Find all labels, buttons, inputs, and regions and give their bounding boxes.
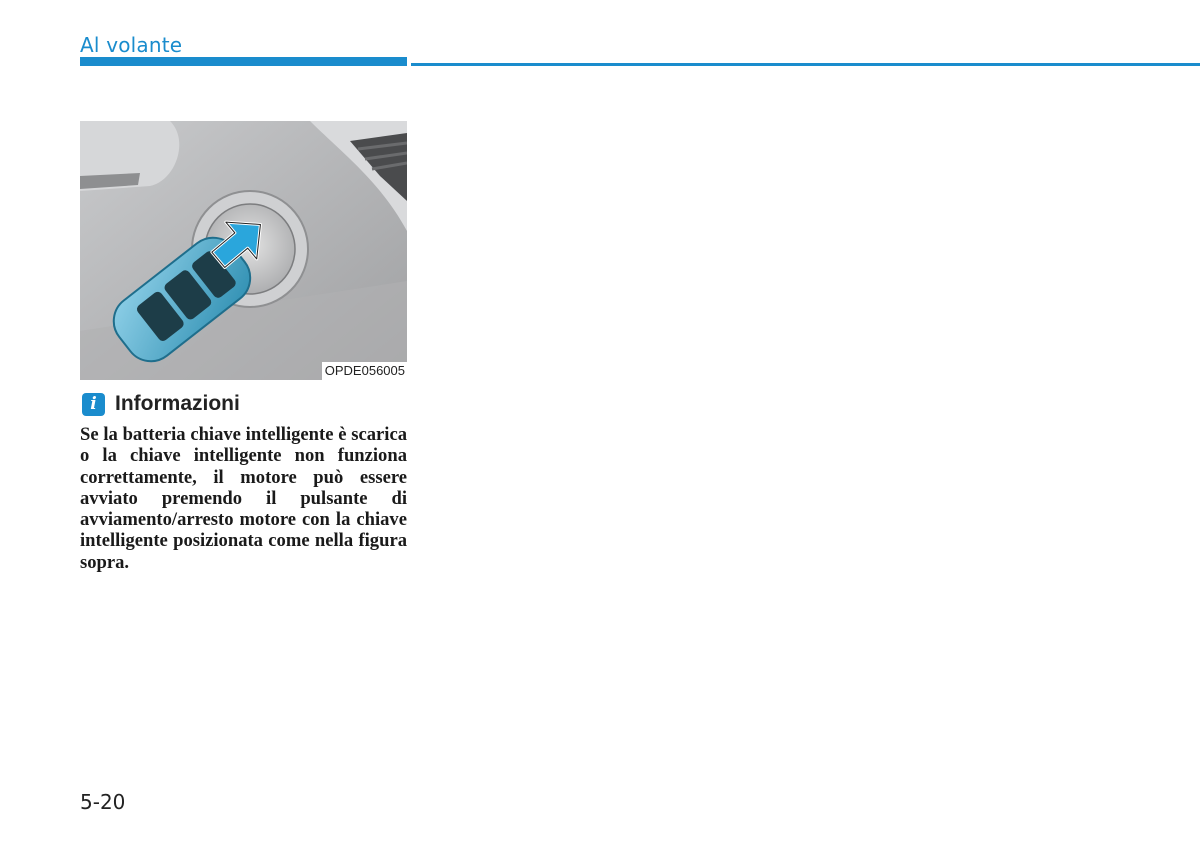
header-rule-thick — [80, 57, 407, 66]
header-rule-thin — [411, 63, 1200, 66]
page-number: 5-20 — [80, 790, 126, 814]
figure-code: OPDE056005 — [322, 362, 407, 380]
info-icon: i — [82, 393, 105, 416]
info-title: Informazioni — [115, 392, 240, 415]
illustration-smart-key-start-button — [80, 121, 407, 380]
info-body: Se la batteria chiave intelligente è scarica o la chiave intelligente non funziona correttamente, il motore può essere avviato premendo il pulsante di avviamento/arresto motore con la chiave intelligente posizionata come nella figura sopra. — [80, 424, 407, 573]
illustration-graphic — [80, 121, 407, 380]
info-header — [82, 392, 240, 416]
section-title: Al volante — [80, 33, 183, 57]
